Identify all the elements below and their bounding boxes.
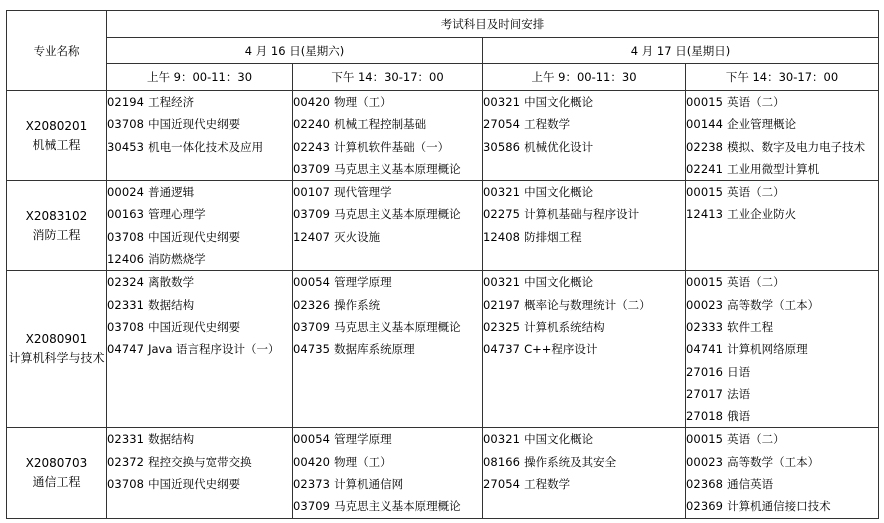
slot-cell (293, 181, 483, 271)
slot-cell (107, 428, 293, 518)
schedule-title: 考试科目及时间安排 (107, 11, 879, 38)
slot-cell (483, 271, 686, 428)
course-item (686, 91, 878, 113)
course-name: 中国近现代史纲要 (148, 477, 241, 492)
course-code: 00015 (686, 185, 724, 200)
course-name: 离散数学 (148, 275, 195, 290)
time-slot-header: 下午 14：30-17：00 (293, 64, 483, 91)
course-item (107, 203, 292, 225)
course-name: 管理学原理 (334, 275, 392, 290)
course-item (686, 181, 878, 203)
course-name: 概率论与数理统计（二） (524, 297, 651, 312)
course-code: 00321 (483, 432, 521, 447)
course-item (483, 294, 685, 316)
course-name: 企业管理概论 (727, 117, 797, 132)
slot-cell (686, 428, 879, 518)
course-item (686, 136, 878, 158)
course-code: 00107 (293, 185, 331, 200)
course-name: 物理（工） (334, 95, 392, 109)
course-code: 03708 (107, 477, 145, 492)
course-code: 00163 (107, 207, 145, 222)
course-code: 02243 (293, 139, 331, 154)
slot-cell (483, 91, 686, 181)
course-item (293, 451, 482, 473)
course-code: 02368 (686, 477, 724, 492)
major-row (7, 428, 879, 518)
course-name: 机械优化设计 (524, 139, 594, 154)
course-item (293, 338, 482, 360)
major-name: 计算机科学与技术 (8, 351, 105, 366)
course-code: 00015 (686, 95, 724, 109)
course-item (107, 91, 292, 113)
course-code: 02331 (107, 432, 145, 447)
course-name: 软件工程 (727, 319, 774, 334)
slot-cell (107, 181, 293, 271)
course-name: 英语（二） (727, 275, 785, 290)
course-name: 操作系统 (334, 297, 381, 312)
course-item (483, 428, 685, 450)
course-name: 中国文化概论 (524, 275, 594, 290)
course-item (483, 271, 685, 293)
course-name: 工业企业防火 (727, 207, 797, 222)
course-item (107, 473, 292, 495)
course-item (686, 451, 878, 473)
course-name: 工程经济 (148, 95, 195, 109)
slot-cell (293, 271, 483, 428)
course-code: 02241 (686, 161, 724, 176)
course-code: 12406 (107, 252, 145, 267)
course-item (686, 294, 878, 316)
course-code: 27054 (483, 117, 521, 132)
major-code: X2080201 (25, 118, 88, 133)
course-item (293, 316, 482, 338)
course-name: Java 语言程序设计（一） (148, 342, 280, 357)
course-item (293, 203, 482, 225)
course-name: 中国近现代史纲要 (148, 117, 241, 132)
course-item (686, 338, 878, 360)
course-code: 30453 (107, 139, 145, 154)
course-name: 马克思主义基本原理概论 (334, 499, 461, 514)
course-name: 操作系统及其安全 (524, 454, 617, 469)
course-code: 02373 (293, 477, 331, 492)
course-item (293, 271, 482, 293)
course-code: 00054 (293, 432, 331, 447)
course-code: 02240 (293, 117, 331, 132)
course-item (293, 136, 482, 158)
course-code: 27054 (483, 477, 521, 492)
course-code: 27017 (686, 386, 724, 401)
course-name: 计算机基础与程序设计 (524, 207, 640, 222)
course-code: 03709 (293, 319, 331, 334)
course-name: 法语 (727, 386, 751, 401)
course-code: 02326 (293, 297, 331, 312)
course-name: 数据结构 (148, 297, 195, 312)
course-name: 消防燃烧学 (148, 252, 206, 267)
course-name: 英语（二） (727, 432, 785, 447)
course-code: 12408 (483, 229, 521, 244)
course-code: 00420 (293, 95, 331, 109)
course-item (483, 136, 685, 158)
course-item (483, 203, 685, 225)
course-code: 00015 (686, 432, 724, 447)
course-item (107, 271, 292, 293)
course-item (483, 91, 685, 113)
major-name: 通信工程 (32, 475, 81, 490)
course-name: 俄语 (727, 409, 751, 424)
major-column-header: 专业名称 (7, 11, 107, 91)
course-code: 12407 (293, 229, 331, 244)
course-name: 物理（工） (334, 454, 392, 469)
course-name: 日语 (727, 364, 751, 379)
course-item (107, 316, 292, 338)
slot-cell (107, 271, 293, 428)
course-item (483, 451, 685, 473)
major-cell (7, 271, 107, 428)
course-code: 02333 (686, 319, 724, 334)
course-name: 管理心理学 (148, 207, 206, 222)
course-name: 计算机通信网 (334, 477, 404, 492)
course-name: 程控交换与宽带交换 (148, 454, 252, 469)
course-code: 00321 (483, 275, 521, 290)
slot-cell (483, 428, 686, 518)
course-name: 计算机通信接口技术 (727, 499, 831, 514)
course-code: 04747 (107, 342, 145, 357)
course-item (293, 495, 482, 517)
course-item (293, 294, 482, 316)
course-code: 02238 (686, 139, 724, 154)
time-slot-header: 上午 9：00-11：30 (107, 64, 293, 91)
course-item (107, 226, 292, 248)
course-name: 机电一体化技术及应用 (148, 139, 264, 154)
course-code: 08166 (483, 454, 521, 469)
course-item (483, 181, 685, 203)
course-name: 数据结构 (148, 432, 195, 447)
course-name: 马克思主义基本原理概论 (334, 161, 461, 176)
course-code: 00024 (107, 185, 145, 200)
course-code: 03708 (107, 117, 145, 132)
course-code: 00054 (293, 275, 331, 290)
course-code: 27016 (686, 364, 724, 379)
slot-cell (293, 91, 483, 181)
course-name: 英语（二） (727, 95, 785, 109)
course-item (107, 113, 292, 135)
course-item (686, 271, 878, 293)
course-name: 高等数学（工本） (727, 297, 820, 312)
course-code: 02331 (107, 297, 145, 312)
course-item (107, 294, 292, 316)
course-name: C++程序设计 (524, 342, 598, 357)
course-name: 模拟、数字及电力电子技术 (727, 139, 866, 154)
course-code: 04737 (483, 342, 521, 357)
course-name: 计算机软件基础（一） (334, 139, 450, 154)
course-code: 03709 (293, 499, 331, 514)
major-code: X2083102 (25, 208, 88, 223)
course-name: 现代管理学 (334, 185, 392, 200)
major-name: 消防工程 (32, 227, 81, 242)
course-code: 02194 (107, 95, 145, 109)
course-name: 计算机系统结构 (524, 319, 605, 334)
major-cell (7, 181, 107, 271)
course-item (293, 473, 482, 495)
course-code: 00321 (483, 185, 521, 200)
course-item (483, 473, 685, 495)
course-name: 管理学原理 (334, 432, 392, 447)
course-code: 00144 (686, 117, 724, 132)
course-code: 02372 (107, 454, 145, 469)
major-name: 机械工程 (32, 137, 81, 152)
course-item (686, 361, 878, 383)
course-item (107, 338, 292, 360)
course-item (107, 428, 292, 450)
course-code: 02369 (686, 499, 724, 514)
slot-cell (686, 271, 879, 428)
course-code: 00023 (686, 454, 724, 469)
course-item (293, 428, 482, 450)
course-item (293, 158, 482, 180)
course-name: 防排烟工程 (524, 229, 582, 244)
course-item (686, 495, 878, 517)
course-name: 中国近现代史纲要 (148, 229, 241, 244)
time-slot-header: 上午 9：00-11：30 (483, 64, 686, 91)
day-header: 4 月 16 日(星期六) (107, 38, 483, 64)
course-name: 工业用微型计算机 (727, 161, 820, 176)
course-code: 02275 (483, 207, 521, 222)
schedule-header (7, 11, 879, 91)
course-item (483, 338, 685, 360)
time-slot-header: 下午 14：30-17：00 (686, 64, 879, 91)
course-code: 04735 (293, 342, 331, 357)
course-name: 英语（二） (727, 185, 785, 200)
course-code: 00023 (686, 297, 724, 312)
course-code: 03709 (293, 161, 331, 176)
course-name: 机械工程控制基础 (334, 117, 427, 132)
course-code: 00015 (686, 275, 724, 290)
course-name: 工程数学 (524, 117, 571, 132)
course-name: 工程数学 (524, 477, 571, 492)
course-name: 马克思主义基本原理概论 (334, 319, 461, 334)
course-item (686, 158, 878, 180)
course-item (107, 451, 292, 473)
course-name: 中国文化概论 (524, 95, 594, 109)
course-code: 27018 (686, 409, 724, 424)
course-item (686, 383, 878, 405)
major-cell (7, 428, 107, 518)
major-code: X2080703 (25, 456, 88, 471)
major-code: X2080901 (25, 332, 88, 347)
slot-cell (483, 181, 686, 271)
course-code: 00321 (483, 95, 521, 109)
slot-cell (107, 91, 293, 181)
course-item (483, 316, 685, 338)
major-cell (7, 91, 107, 181)
course-code: 30586 (483, 139, 521, 154)
course-code: 03709 (293, 207, 331, 222)
course-item (293, 113, 482, 135)
course-code: 02325 (483, 319, 521, 334)
course-code: 03708 (107, 229, 145, 244)
course-name: 数据库系统原理 (334, 342, 415, 357)
course-name: 通信英语 (727, 477, 774, 492)
exam-schedule-table (6, 10, 879, 519)
course-item (686, 405, 878, 427)
course-code: 02197 (483, 297, 521, 312)
slot-cell (686, 181, 879, 271)
course-name: 高等数学（工本） (727, 454, 820, 469)
course-name: 灭火设施 (334, 229, 381, 244)
course-item (686, 428, 878, 450)
course-name: 普通逻辑 (148, 185, 195, 200)
course-item (686, 203, 878, 225)
course-item (107, 248, 292, 270)
major-row (7, 91, 879, 181)
course-code: 00420 (293, 454, 331, 469)
course-item (107, 181, 292, 203)
course-code: 03708 (107, 319, 145, 334)
schedule-body (7, 91, 879, 519)
course-code: 12413 (686, 207, 724, 222)
course-name: 中国近现代史纲要 (148, 319, 241, 334)
day-header: 4 月 17 日(星期日) (483, 38, 879, 64)
course-item (483, 113, 685, 135)
major-row (7, 271, 879, 428)
course-name: 计算机网络原理 (727, 342, 808, 357)
course-code: 04741 (686, 342, 724, 357)
slot-cell (293, 428, 483, 518)
course-name: 中国文化概论 (524, 432, 594, 447)
course-name: 马克思主义基本原理概论 (334, 207, 461, 222)
slot-cell (686, 91, 879, 181)
course-item (483, 226, 685, 248)
course-item (686, 113, 878, 135)
course-item (293, 91, 482, 113)
course-item (686, 316, 878, 338)
course-item (686, 473, 878, 495)
course-code: 02324 (107, 275, 145, 290)
major-row (7, 181, 879, 271)
course-item (293, 181, 482, 203)
course-name: 中国文化概论 (524, 185, 594, 200)
course-item (293, 226, 482, 248)
course-item (107, 136, 292, 158)
